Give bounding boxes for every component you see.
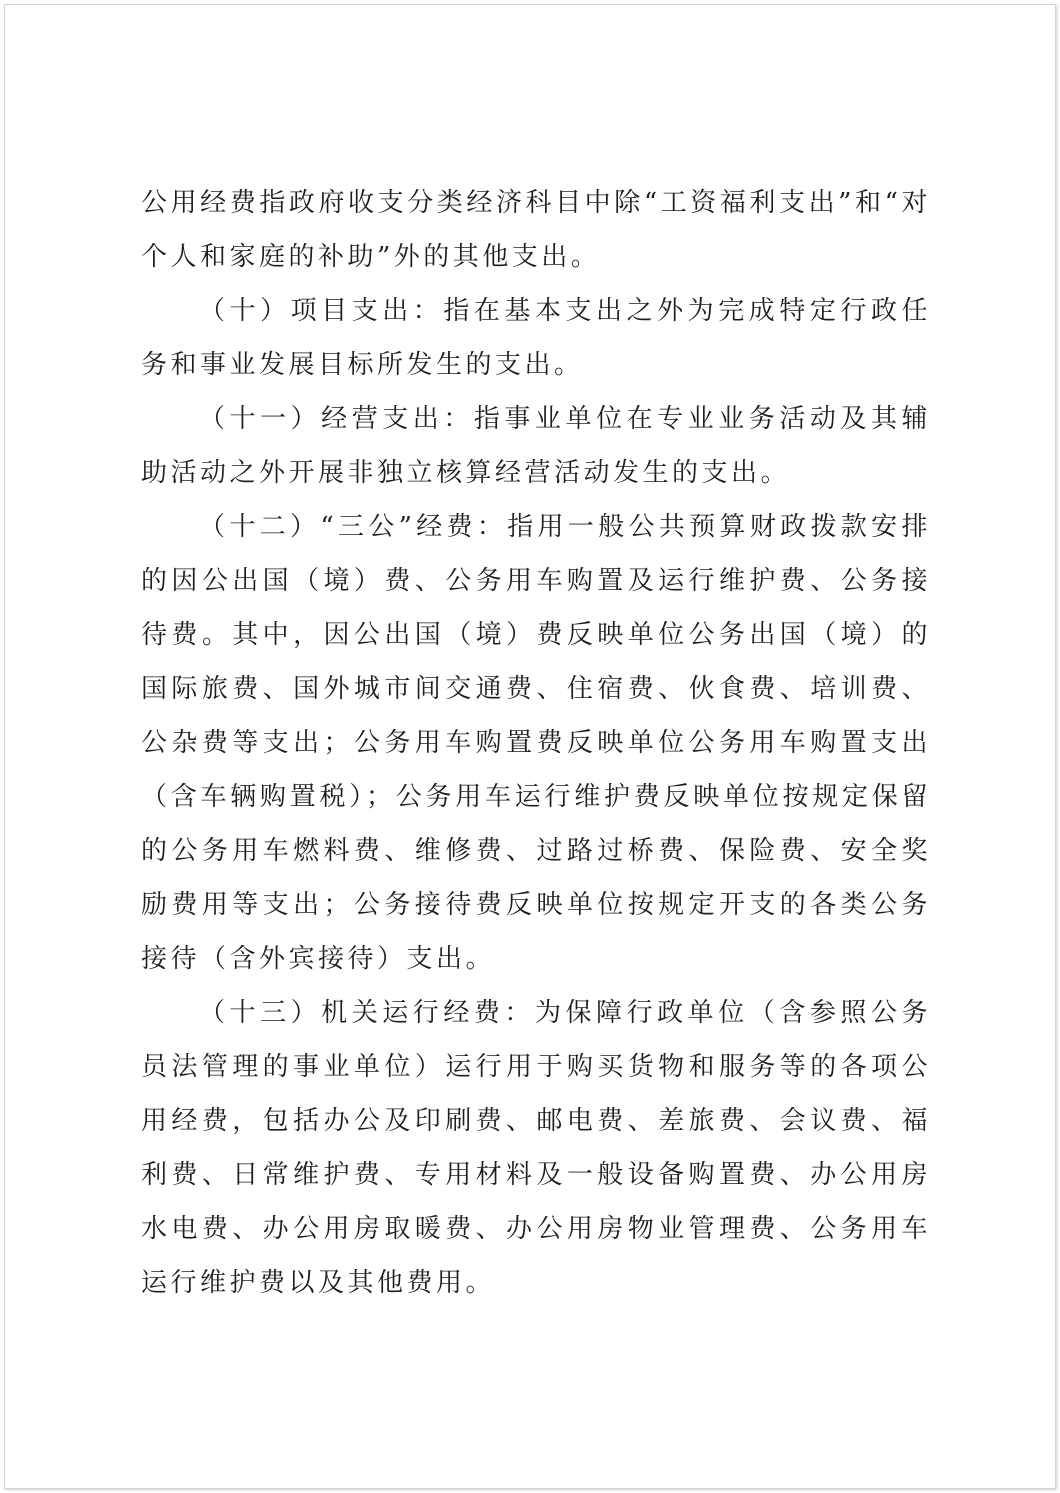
paragraph-operating-expenditure: （十一）经营支出：指事业单位在专业业务活动及其辅助活动之外开展非独立核算经营活动发生的支出。 [141,404,931,488]
paragraph-agency-operating-expenses: （十三）机关运行经费：为保障行政单位（含参照公务员法管理的事业单位）运行用于购买货物和服务等的各项公用经费，包括办公及印刷费、邮电费、差旅费、会议费、福利费、日常维护费、专用材料及一般设备购置费、办公用房水电费、办公用房取暖费、办公用房物业管理费、公务用车运行维护费以及其他费用。 [141,998,931,1298]
paragraph-three-public-expenses: （十二）“三公”经费：指用一般公共预算财政拨款安排的因公出国（境）费、公务用车购置及运行维护费、公务接待费。其中，因公出国（境）费反映单位公务出国（境）的国际旅费、国外城市间交通费、住宿费、伙食费、培训费、公杂费等支出；公务用车购置费反映单位公务用车购置支出（含车辆购置税）；公务用车运行维护费反映单位按规定保留的公务用车燃料费、维修费、过路过桥费、保险费、安全奖励费用等支出；公务接待费反映单位按规定开支的各类公务接待（含外宾接待）支出。 [141,512,931,974]
paragraph-project-expenditure: （十）项目支出：指在基本支出之外为完成特定行政任务和事业发展目标所发生的支出。 [141,296,931,380]
paragraph-public-funds-continued: 公用经费指政府收支分类经济科目中除“工资福利支出”和“对个人和家庭的补助”外的其他支出。 [141,188,931,272]
document-body [141,176,931,1310]
document-page [4,4,1056,1489]
